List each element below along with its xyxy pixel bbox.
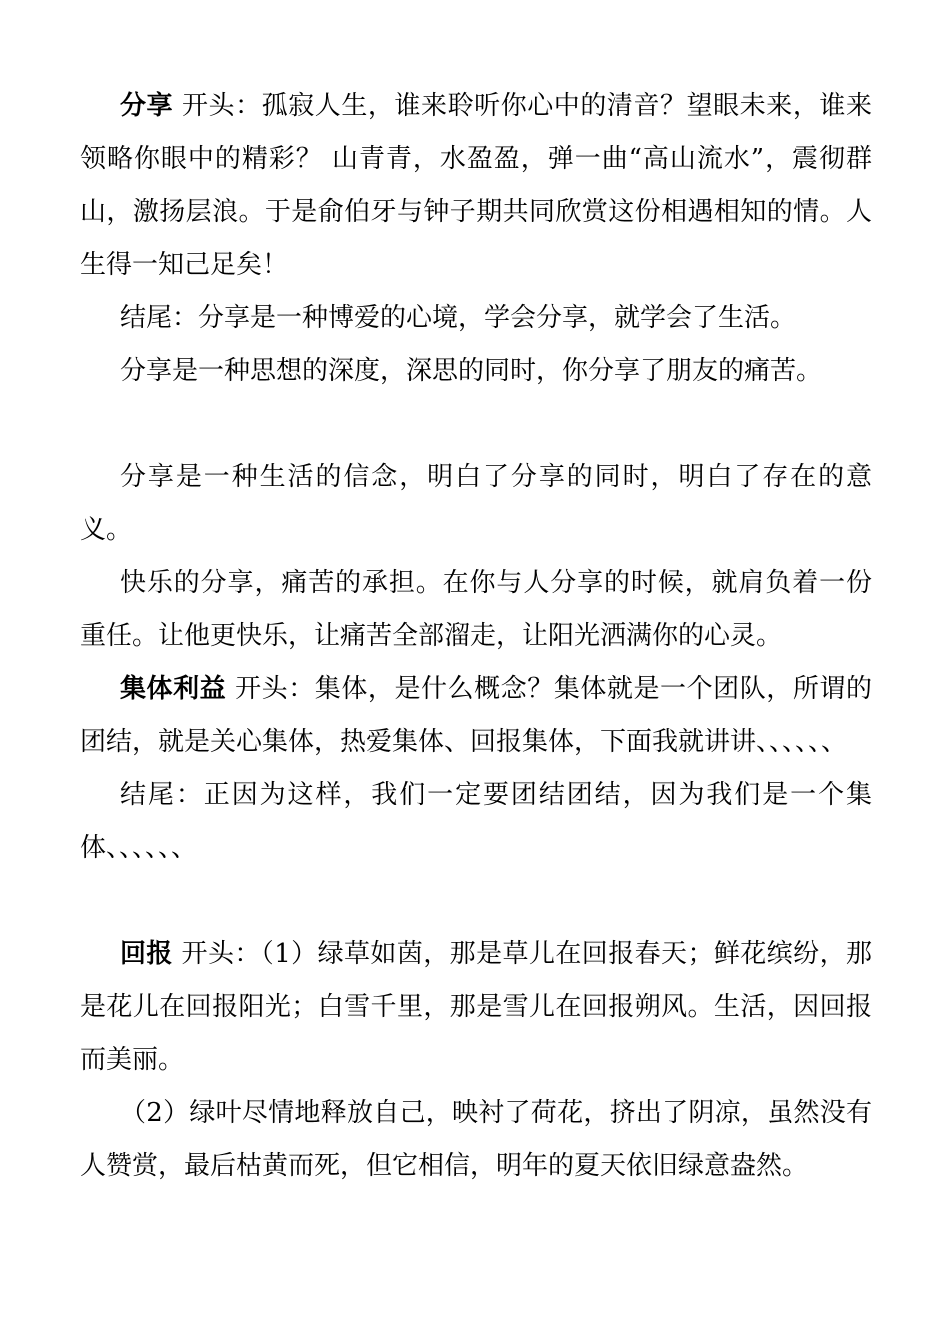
document-page bbox=[80, 80, 872, 1193]
blank-line bbox=[80, 398, 872, 451]
paragraph-share-depth bbox=[80, 345, 872, 398]
paragraph-text: 分享是一种生活的信念，明白了分享的同时，明白了存在的意义。 bbox=[80, 462, 872, 545]
paragraph-share-joy bbox=[80, 557, 872, 663]
paragraph-text: 开头：孤寂人生，谁来聆听你心中的清音？望眼未来，谁来领略你眼中的精彩？ 山青青，水盈盈，弹一曲“高山流水”，震彻群山，激扬层浪。于是俞伯牙与钟子期共同欣赏这份相遇相知的情。人生得一知己足矣！ bbox=[80, 91, 872, 280]
section-heading-share: 分享 bbox=[120, 91, 174, 121]
paragraph-text: （2）绿叶尽情地释放自己，映衬了荷花，挤出了阴凉，虽然没有人赞赏，最后枯黄而死，但它相信，明年的夏天依旧绿意盎然。 bbox=[80, 1098, 872, 1181]
paragraph-share-ending bbox=[80, 292, 872, 345]
paragraph-collective-opening bbox=[80, 663, 872, 769]
blank-line bbox=[80, 875, 872, 928]
paragraph-share-opening bbox=[80, 80, 872, 292]
paragraph-collective-ending bbox=[80, 769, 872, 875]
section-heading-collective: 集体利益 bbox=[120, 674, 227, 704]
paragraph-repay-leaves bbox=[80, 1087, 872, 1193]
paragraph-text: 分享是一种思想的深度，深思的同时，你分享了朋友的痛苦。 bbox=[120, 356, 823, 386]
paragraph-text: 开头：集体，是什么概念？集体就是一个团队，所谓的团结，就是关心集体，热爱集体、回报集体，下面我就讲讲、、、、、、 bbox=[80, 674, 872, 757]
paragraph-text: 结尾：分享是一种博爱的心境，学会分享，就学会了生活。 bbox=[120, 303, 797, 333]
paragraph-text: 开头：（1）绿草如茵，那是草儿在回报春天；鲜花缤纷，那是花儿在回报阳光；白雪千里，那是雪儿在回报朔风。生活，因回报而美丽。 bbox=[80, 939, 872, 1075]
section-heading-repay: 回报 bbox=[120, 939, 173, 969]
paragraph-text: 快乐的分享，痛苦的承担。在你与人分享的时候，就肩负着一份重任。让他更快乐，让痛苦全部溜走，让阳光洒满你的心灵。 bbox=[80, 568, 872, 651]
paragraph-text: 结尾：正因为这样，我们一定要团结团结，因为我们是一个集体、、、、、、 bbox=[80, 780, 872, 863]
paragraph-repay-opening bbox=[80, 928, 872, 1087]
paragraph-share-belief bbox=[80, 451, 872, 557]
